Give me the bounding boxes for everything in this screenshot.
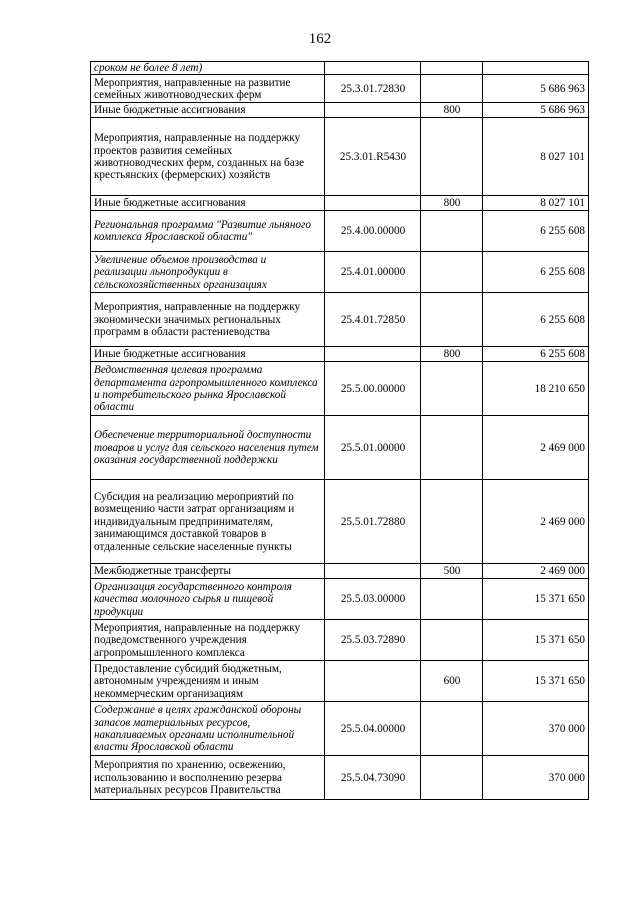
row-amount: 15 371 650 bbox=[483, 579, 589, 620]
row-name: Мероприятия, направленные на поддержку экономически значимых региональных программ в области растениеводства bbox=[91, 293, 325, 347]
row-amount: 15 371 650 bbox=[483, 620, 589, 661]
table-row bbox=[91, 416, 589, 480]
row-amount: 5 686 963 bbox=[483, 75, 589, 103]
row-name: Субсидия на реализацию мероприятий по возмещению части затрат организациям и индивидуальным предпринимателям, занимающимся доставкой товаров в отдаленные сельские населенные пункты bbox=[91, 480, 325, 564]
row-code: 25.4.01.72850 bbox=[325, 293, 421, 347]
row-expense-type bbox=[421, 756, 483, 800]
row-amount: 6 255 608 bbox=[483, 293, 589, 347]
row-name: Межбюджетные трансферты bbox=[91, 564, 325, 579]
row-name: Содержание в целях гражданской обороны запасов материальных ресурсов, накапливаемых органами исполнительной власти Ярославской области bbox=[91, 702, 325, 756]
row-name: Мероприятия по хранению, освежению, использованию и восполнению резерва материальных ресурсов Правительства bbox=[91, 756, 325, 800]
row-expense-type bbox=[421, 252, 483, 293]
row-code bbox=[325, 564, 421, 579]
row-amount: 8 027 101 bbox=[483, 196, 589, 211]
row-amount: 2 469 000 bbox=[483, 416, 589, 480]
row-code: 25.4.00.00000 bbox=[325, 211, 421, 252]
page-number: 162 bbox=[308, 31, 332, 47]
row-expense-type: 800 bbox=[421, 347, 483, 362]
budget-table bbox=[90, 61, 589, 800]
row-amount: 370 000 bbox=[483, 756, 589, 800]
row-name: Увеличение объемов производства и реализации льнопродукции в сельскохозяйственных организациях bbox=[91, 252, 325, 293]
budget-table-body bbox=[91, 62, 589, 800]
row-code: 25.4.01.00000 bbox=[325, 252, 421, 293]
table-row bbox=[91, 362, 589, 416]
row-expense-type bbox=[421, 702, 483, 756]
row-amount: 6 255 608 bbox=[483, 211, 589, 252]
table-row bbox=[91, 103, 589, 118]
row-code bbox=[325, 62, 421, 75]
row-expense-type bbox=[421, 211, 483, 252]
row-name: Иные бюджетные ассигнования bbox=[91, 196, 325, 211]
row-name: Ведомственная целевая программа департамента агропромышленного комплекса и потребительского рынка Ярославской области bbox=[91, 362, 325, 416]
table-row bbox=[91, 62, 589, 75]
row-code: 25.5.01.72880 bbox=[325, 480, 421, 564]
row-expense-type: 600 bbox=[421, 661, 483, 702]
row-code bbox=[325, 196, 421, 211]
row-code: 25.5.04.73090 bbox=[325, 756, 421, 800]
row-amount: 6 255 608 bbox=[483, 252, 589, 293]
row-expense-type bbox=[421, 362, 483, 416]
row-expense-type bbox=[421, 293, 483, 347]
row-name: Предоставление субсидий бюджетным, автономным учреждениям и иным некоммерческим организациям bbox=[91, 661, 325, 702]
row-expense-type bbox=[421, 416, 483, 480]
row-amount: 15 371 650 bbox=[483, 661, 589, 702]
row-name: Мероприятия, направленные на развитие семейных животноводческих ферм bbox=[91, 75, 325, 103]
table-row bbox=[91, 579, 589, 620]
row-amount: 2 469 000 bbox=[483, 564, 589, 579]
row-code bbox=[325, 103, 421, 118]
row-amount: 6 255 608 bbox=[483, 347, 589, 362]
table-row bbox=[91, 620, 589, 661]
row-amount: 8 027 101 bbox=[483, 118, 589, 196]
table-row bbox=[91, 118, 589, 196]
table-row bbox=[91, 480, 589, 564]
row-code: 25.5.01.00000 bbox=[325, 416, 421, 480]
row-code bbox=[325, 347, 421, 362]
row-name: сроком не более 8 лет) bbox=[91, 62, 325, 75]
row-expense-type: 500 bbox=[421, 564, 483, 579]
row-name: Мероприятия, направленные на поддержку подведомственного учреждения агропромышленного комплекса bbox=[91, 620, 325, 661]
table-row bbox=[91, 211, 589, 252]
row-code: 25.3.01.R5430 bbox=[325, 118, 421, 196]
row-code bbox=[325, 661, 421, 702]
row-amount bbox=[483, 62, 589, 75]
row-amount: 370 000 bbox=[483, 702, 589, 756]
table-row bbox=[91, 252, 589, 293]
row-expense-type bbox=[421, 118, 483, 196]
row-expense-type: 800 bbox=[421, 103, 483, 118]
table-row bbox=[91, 564, 589, 579]
table-row bbox=[91, 661, 589, 702]
table-row bbox=[91, 756, 589, 800]
table-row bbox=[91, 293, 589, 347]
row-amount: 18 210 650 bbox=[483, 362, 589, 416]
table-row bbox=[91, 702, 589, 756]
row-name: Иные бюджетные ассигнования bbox=[91, 347, 325, 362]
table-row bbox=[91, 347, 589, 362]
row-code: 25.3.01.72830 bbox=[325, 75, 421, 103]
table-row bbox=[91, 75, 589, 103]
row-name: Организация государственного контроля качества молочного сырья и пищевой продукции bbox=[91, 579, 325, 620]
row-amount: 5 686 963 bbox=[483, 103, 589, 118]
row-name: Иные бюджетные ассигнования bbox=[91, 103, 325, 118]
row-amount: 2 469 000 bbox=[483, 480, 589, 564]
row-code: 25.5.03.00000 bbox=[325, 579, 421, 620]
row-code: 25.5.03.72890 bbox=[325, 620, 421, 661]
row-expense-type: 800 bbox=[421, 196, 483, 211]
table-row bbox=[91, 196, 589, 211]
row-name: Мероприятия, направленные на поддержку проектов развития семейных животноводческих ферм, созданных на базе крестьянских (фермерских) хозяйств bbox=[91, 118, 325, 196]
row-expense-type bbox=[421, 75, 483, 103]
row-expense-type bbox=[421, 579, 483, 620]
row-code: 25.5.04.00000 bbox=[325, 702, 421, 756]
row-name: Обеспечение территориальной доступности товаров и услуг для сельского населения путем оказания государственной поддержки bbox=[91, 416, 325, 480]
row-expense-type bbox=[421, 480, 483, 564]
row-name: Региональная программа "Развитие льняного комплекса Ярославской области" bbox=[91, 211, 325, 252]
row-code: 25.5.00.00000 bbox=[325, 362, 421, 416]
row-expense-type bbox=[421, 62, 483, 75]
row-expense-type bbox=[421, 620, 483, 661]
